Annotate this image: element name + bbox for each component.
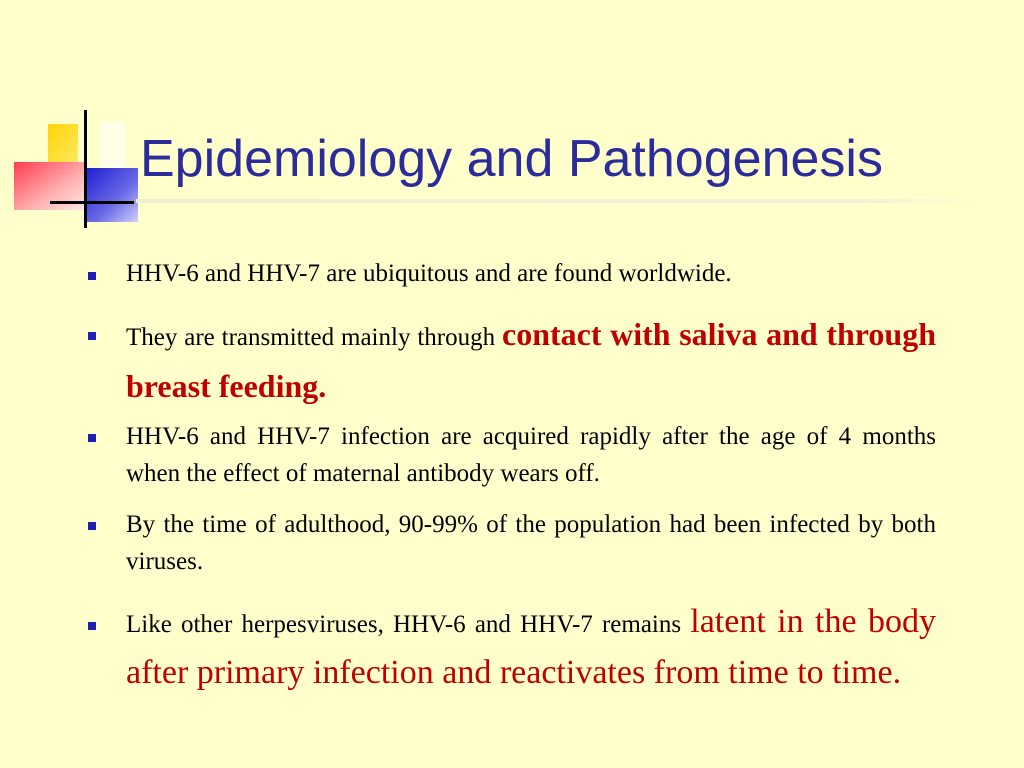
- bullet-square-icon: [88, 434, 96, 442]
- bullet-square-icon: [88, 522, 96, 530]
- bullet-text: [126, 506, 936, 580]
- bullet-text: [126, 418, 936, 492]
- slide-title: Epidemiology and Pathogenesis: [140, 130, 883, 188]
- bullet-text: [126, 310, 936, 414]
- bullet-text-highlight: latent in the body after primary infection and reactivates from time to time.: [126, 603, 936, 691]
- bullet-text: [126, 256, 936, 292]
- bullet-text-plain: They are transmitted mainly through: [126, 324, 502, 351]
- bullet-text-highlight: contact with saliva and through breast feeding.: [126, 316, 936, 404]
- bullet-square-icon: [88, 332, 96, 340]
- bullet-square-icon: [88, 622, 96, 630]
- bullet-text-plain: HHV-6 and HHV-7 are ubiquitous and are found worldwide.: [126, 260, 732, 287]
- bullet-text-plain: HHV-6 and HHV-7 infection are acquired rapidly after the age of 4 months when the effect of maternal antibody wears off.: [126, 423, 936, 487]
- bullet-square-icon: [88, 272, 96, 280]
- bullet-text-plain: Like other herpesviruses, HHV-6 and HHV-7 remains: [126, 611, 691, 638]
- bullet-text: [126, 598, 936, 700]
- bullet-text-plain: By the time of adulthood, 90-99% of the population had been infected by both viruses.: [126, 511, 936, 575]
